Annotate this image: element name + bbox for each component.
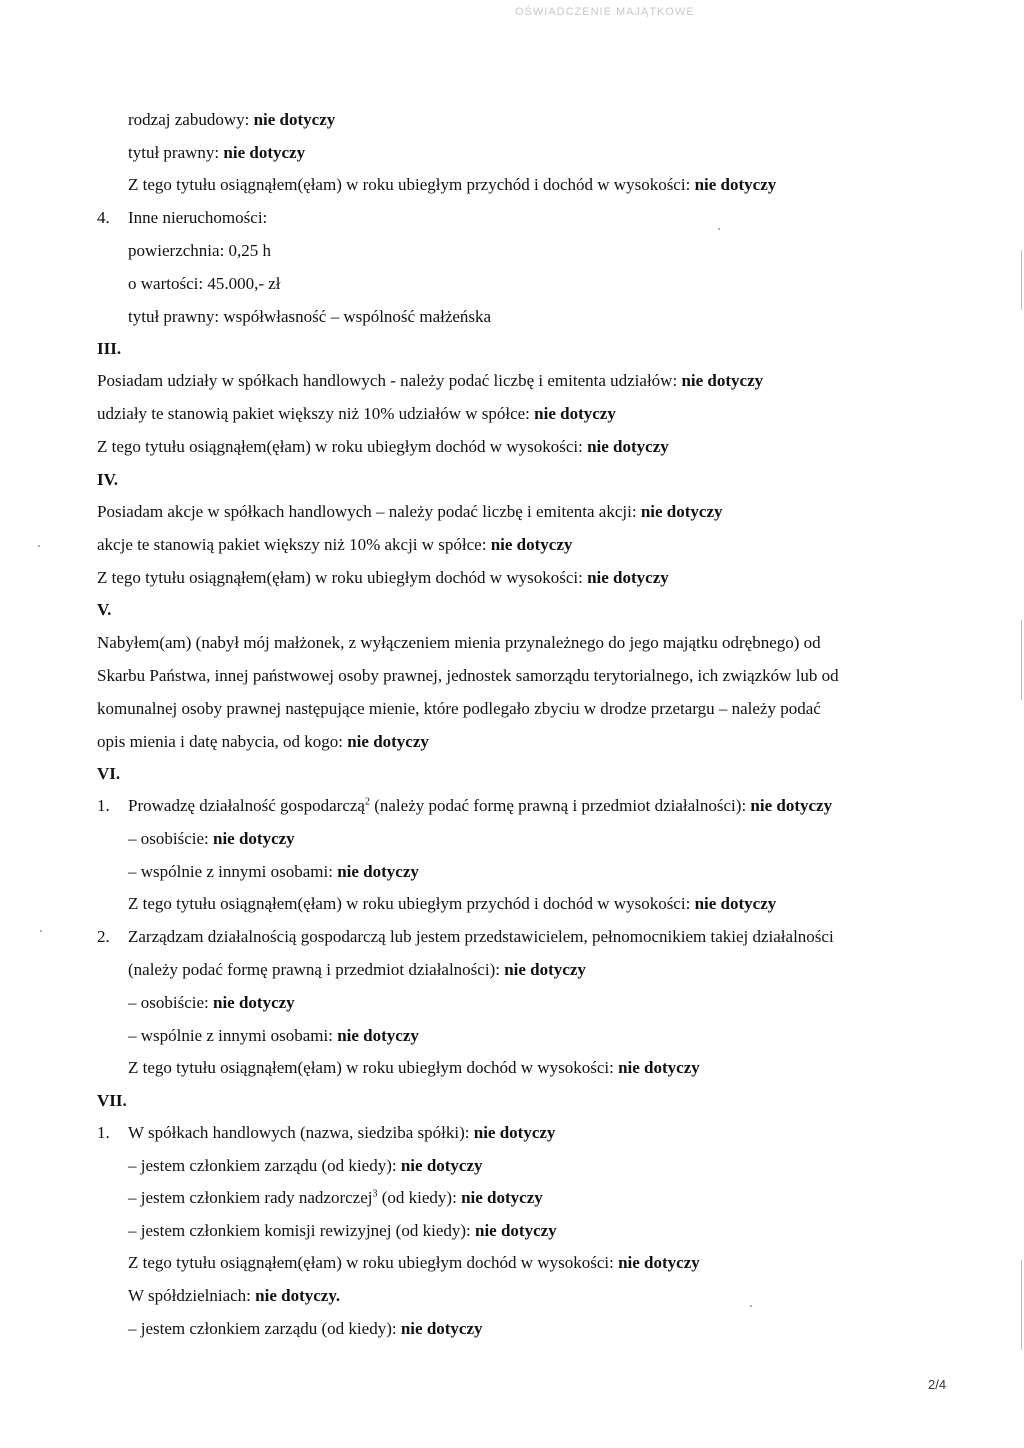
value: nie dotyczy — [473, 1123, 556, 1142]
label: – osobiście: — [128, 993, 213, 1012]
scan-edge-mark — [1021, 1260, 1022, 1350]
business-line — [128, 795, 832, 817]
value: nie dotyczy — [347, 732, 429, 751]
value: nie dotyczy — [213, 829, 295, 848]
acquisition-line-4 — [97, 731, 429, 753]
management-form-line — [128, 959, 586, 981]
audit-committee-line — [128, 1220, 557, 1242]
label: W spółdzielniach: — [128, 1286, 256, 1305]
stocks-income-line — [97, 567, 669, 589]
label: (należy podać formę prawną i przedmiot działalności): — [369, 796, 751, 815]
management-line: Zarządzam działalnością gospodarczą lub jestem przedstawicielem, pełnomocnikiem takiej działalności — [128, 927, 834, 946]
value: nie dotyczy — [504, 960, 586, 979]
label: rodzaj zabudowy: — [128, 110, 254, 129]
label: W spółkach handlowych (nazwa, siedziba spółki): — [128, 1123, 474, 1142]
shares-package-line — [97, 403, 616, 425]
value: nie dotyczy — [461, 1188, 543, 1207]
value: nie dotyczy — [337, 1026, 419, 1045]
income-line — [128, 174, 776, 196]
tytul-prawny-line — [128, 142, 305, 164]
value: nie dotyczy — [640, 502, 723, 521]
value: nie dotyczy — [618, 1058, 700, 1077]
label: Z tego tytułu osiągnąłem(ęłam) w roku ubiegłym dochód w wysokości: — [128, 1253, 619, 1272]
acquisition-line-1: Nabyłem(am) (nabył mój małżonek, z wyłączeniem mienia przynależnego do jego majątku odrębnego) od — [97, 633, 821, 652]
label: Posiadam akcje w spółkach handlowych – należy podać liczbę i emitenta akcji: — [97, 502, 641, 521]
business-income-line — [128, 893, 776, 915]
label: (należy podać formę prawną i przedmiot działalności): — [128, 960, 505, 979]
shares-income-line — [97, 436, 669, 458]
label: udziały te stanowią pakiet większy niż 10% udziałów w spółce: — [97, 404, 535, 423]
footnote-ref: 2 — [364, 796, 370, 808]
label: – wspólnie z innymi osobami: — [128, 1026, 338, 1045]
value: nie dotyczy — [618, 1253, 700, 1272]
value: nie dotyczy — [400, 1156, 483, 1175]
companies-line — [128, 1122, 555, 1144]
section-heading: VI. — [97, 764, 121, 783]
item4-legal-title: tytuł prawny: współwłasność – wspólność małżeńska — [128, 307, 492, 326]
item4-value: o wartości: 45.000,- zł — [128, 274, 281, 293]
label: Z tego tytułu osiągnąłem(ęłam) w roku ubiegłym dochód w wysokości: — [97, 437, 588, 456]
label: tytuł prawny: — [128, 143, 224, 162]
header-stamp: OŚWIADCZENIE MAJĄTKOWE — [515, 6, 695, 18]
supervisory-board-line — [128, 1187, 543, 1209]
business-personal-line — [128, 828, 295, 850]
label: (od kiedy): — [377, 1188, 462, 1207]
value: nie dotyczy. — [255, 1286, 341, 1305]
label: – jestem członkiem zarządu (od kiedy): — [128, 1156, 401, 1175]
label: Z tego tytułu osiągnąłem(ęłam) w roku ubiegłym dochód w wysokości: — [97, 568, 588, 587]
page-number: 2/4 — [928, 1377, 947, 1392]
coop-board-line — [128, 1318, 483, 1340]
value: nie dotyczy — [475, 1221, 557, 1240]
section-heading: VII. — [97, 1091, 127, 1110]
value: nie dotyczy — [213, 993, 295, 1012]
scan-speck — [718, 228, 720, 230]
scan-edge-mark — [1021, 620, 1022, 700]
item-number: 1. — [97, 796, 110, 815]
label: opis mienia i datę nabycia, od kogo: — [97, 732, 348, 751]
label: Posiadam udziały w spółkach handlowych - należy podać liczbę i emitenta udziałów: — [97, 371, 682, 390]
label: – jestem członkiem zarządu (od kiedy): — [128, 1319, 401, 1338]
item4-area: powierzchnia: 0,25 h — [128, 241, 272, 260]
label: – jestem członkiem rady nadzorczej — [128, 1188, 373, 1207]
value: nie dotyczy — [223, 143, 306, 162]
label: Z tego tytułu osiągnąłem(ęłam) w roku ubiegłym dochód w wysokości: — [128, 1058, 619, 1077]
scan-speck — [38, 545, 40, 547]
management-personal-line — [128, 992, 295, 1014]
value: nie dotyczy — [587, 437, 669, 456]
management-joint-line — [128, 1025, 419, 1047]
acquisition-line-2: Skarbu Państwa, innej państwowej osoby prawnej, jednostek samorządu terytorialnego, ich związków lub od — [97, 666, 839, 685]
value: nie dotyczy — [694, 894, 777, 913]
companies-income-line — [128, 1252, 700, 1274]
value: nie dotyczy — [337, 862, 419, 881]
value: nie dotyczy — [750, 796, 833, 815]
board-member-line — [128, 1155, 483, 1177]
management-income-line — [128, 1057, 700, 1079]
label: Z tego tytułu osiągnąłem(ęłam) w roku ubiegłym przychód i dochód w wysokości: — [128, 175, 695, 194]
value: nie dotyczy — [681, 371, 764, 390]
cooperatives-line — [128, 1285, 340, 1307]
label: Z tego tytułu osiągnąłem(ęłam) w roku ubiegłym przychód i dochód w wysokości: — [128, 894, 695, 913]
label: – wspólnie z innymi osobami: — [128, 862, 338, 881]
item-number: 1. — [97, 1123, 110, 1142]
stocks-package-line — [97, 534, 572, 556]
value: nie dotyczy — [253, 110, 336, 129]
scan-edge-mark — [1021, 250, 1022, 310]
section-heading: V. — [97, 600, 112, 619]
label: akcje te stanowią pakiet większy niż 10% akcji w spółce: — [97, 535, 491, 554]
value: nie dotyczy — [587, 568, 669, 587]
scan-speck — [40, 930, 42, 932]
value: nie dotyczy — [490, 535, 573, 554]
value: nie dotyczy — [694, 175, 777, 194]
scan-speck — [750, 1305, 752, 1307]
value: nie dotyczy — [534, 404, 616, 423]
label: Prowadzę działalność gospodarczą — [128, 796, 365, 815]
item4-title: Inne nieruchomości: — [128, 208, 268, 227]
item-number: 2. — [97, 927, 110, 946]
business-joint-line — [128, 861, 419, 883]
footnote-ref: 3 — [372, 1188, 378, 1200]
section-heading: III. — [97, 339, 122, 358]
stocks-line — [97, 501, 723, 523]
label: – jestem członkiem komisji rewizyjnej (od kiedy): — [128, 1221, 475, 1240]
label: – osobiście: — [128, 829, 213, 848]
rodzaj-zabudowy-line — [128, 109, 335, 131]
shares-line — [97, 370, 763, 392]
acquisition-line-3: komunalnej osoby prawnej następujące mienie, które podlegało zbyciu w drodze przetargu – należy podać — [97, 699, 821, 718]
item-number: 4. — [97, 208, 110, 227]
value: nie dotyczy — [400, 1319, 483, 1338]
section-heading: IV. — [97, 470, 118, 489]
